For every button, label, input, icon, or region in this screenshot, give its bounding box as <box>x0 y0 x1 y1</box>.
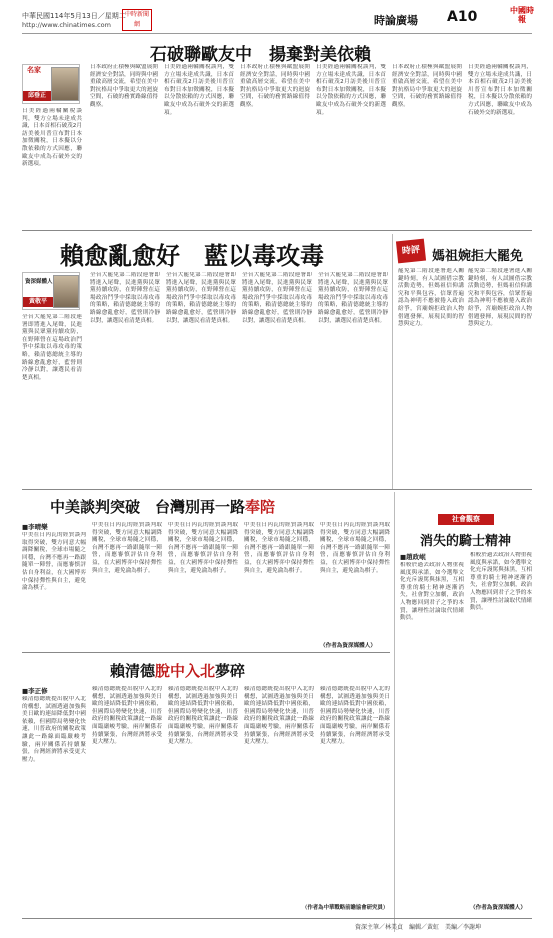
article3-headline: 媽祖婉拒大罷免 <box>432 249 524 264</box>
article1-text-2: 日本政府正積極與歐盟展開經濟安全對話，同時與中國重啟高層交流，希望在美中對抗格局中爭取更大的迴旋空間，石破的務實路線值得觀察。 <box>90 64 158 108</box>
article3-text-2: 罷免第二階段連署進入關鍵時刻，有人試圖借宗教活動造勢，但媽祖信仰講究和平與包容，信眾普遍認為神明不應被捲入政治紛爭，宮廟婉拒政治人物借題發揮，展現民間的智慧與定力。 <box>468 268 532 328</box>
column-divider <box>394 492 395 932</box>
article2-column-box <box>22 272 80 310</box>
article2-headline: 賴愈亂愈好 藍以毒攻毒 <box>60 241 324 270</box>
article5-tag-badge <box>438 514 494 525</box>
article2-column-tag: 資深媒體人 <box>25 279 53 285</box>
masthead <box>22 6 532 34</box>
article4-text-4: 中美在日內瓦的經貿談判取得突破，雙方同意大幅調降關稅，全球市場隨之回穩，台灣不應再一路跟隨單一陣營，而應審慎評估自身利益，在大國博弈中保持彈性與自主，避免淪為棋子。 <box>244 522 314 574</box>
article4-headline <box>50 496 275 517</box>
article4-headline-highlight: 奉陪 <box>245 498 276 516</box>
article3-text-1: 罷免第二階段連署進入關鍵時刻，有人試圖借宗教活動造勢，但媽祖信仰講究和平與包容，信眾普遍認為神明不應被捲入政治紛爭，宮廟婉拒政治人物借題發揮，展現民間的智慧與定力。 <box>398 268 464 328</box>
website-url[interactable]: http://www.chinatimes.com <box>22 21 111 29</box>
article1-author-photo <box>51 67 79 101</box>
chinatimes-news-logo: 中時新聞網 <box>122 9 152 31</box>
article1-text-7: 日美經過兩輪關稅談判，雙方立場未達成共識，日本首相石破茂2月訪美後川普宣布對日本加徵關稅，日本擬以分散依賴的方式因應，聯歐友中成為石破外交的新選項。 <box>468 64 532 116</box>
article6-author-name: 李正修 <box>28 687 48 695</box>
article5-author-name: 趙政岷 <box>406 553 426 561</box>
article6-author: ■李正修 <box>22 687 48 695</box>
divider <box>22 652 390 653</box>
issue-date: 中華民國114年5月13日／星期二 <box>22 12 126 20</box>
article4-headline-main: 中美談判突破 台灣別再一路 <box>50 498 246 516</box>
article3-tag-badge <box>396 239 426 264</box>
divider <box>22 489 532 490</box>
article2-text-4: 全台大罷免第二階段連署即將進入尾聲，民進黨與民眾黨持續攻防，在野陣營在這場政治鬥爭中採取以毒攻毒的策略，賴清德總統主導的路線愈亂愈好，藍營則冷靜以對，讓選民看清楚真相。 <box>242 272 312 324</box>
divider <box>22 230 532 231</box>
article1-text-1: 日美經過兩輪關稅談判，雙方立場未達成共識，日本首相石破茂2月訪美後川普宣布對日本加徵關稅，日本擬以分散依賴的方式因應，聯歐友中成為石破外交的新選項。 <box>22 108 82 168</box>
article6-text-2: 賴清德總統提出脫中入北的構想，試圖透過加強與美日歐的連結降低對中國依賴，但國際局勢變化快速，川普政府的關稅政策讓此一路線面臨嚴峻考驗，兩岸關係若持續緊張，台灣經濟將承受更大壓力。 <box>92 686 162 746</box>
article6-headline-highlight: 脫中入北 <box>155 662 216 680</box>
article2-author-photo <box>53 275 79 308</box>
article3-column-tag: 時評 <box>401 245 421 257</box>
article6-text-5: 賴清德總統提出脫中入北的構想，試圖透過加強與美日歐的連結降低對中國依賴，但國際局勢變化快速，川普政府的關稅政策讓此一路線面臨嚴峻考驗，兩岸關係若持續緊張，台灣經濟將承受更大壓力。 <box>320 686 390 746</box>
article4-text-1: 中美在日內瓦的經貿談判取得突破，雙方同意大幅調降關稅，全球市場隨之回穩，台灣不應再一路跟隨單一陣營，而應審慎評估自身利益，在大國博弈中保持彈性與自主，避免淪為棋子。 <box>22 532 86 592</box>
section-title: 時論廣場 <box>374 14 418 27</box>
article2-text-3: 全台大罷免第二階段連署即將進入尾聲，民進黨與民眾黨持續攻防，在野陣營在這場政治鬥爭中採取以毒攻毒的策略，賴清德總統主導的路線愈亂愈好，藍營則冷靜以對，讓選民看清楚真相。 <box>166 272 236 324</box>
article1-text-3: 日美經過兩輪關稅談判，雙方立場未達成共識，日本首相石破茂2月訪美後川普宣布對日本加徵關稅，日本擬以分散依賴的方式因應，聯歐友中成為石破外交的新選項。 <box>164 64 234 116</box>
article5-author: ■趙政岷 <box>400 553 426 561</box>
article1-column-box <box>22 64 80 104</box>
article1-column-tag: 名家 <box>23 65 45 75</box>
article5-text-2: 相較於過去政治人物重視風度與承諾，如今選舉文化充斥謾罵與抹黑，互相尊重的騎士精神逐漸消失，社會對立加劇，政治人物應回到君子之爭的本質，讓理性討論取代情緒動員。 <box>470 552 532 612</box>
china-times-brand-logo: 中國時報 <box>510 5 534 24</box>
article6-headline <box>110 660 245 681</box>
article1-text-4: 日本政府正積極與歐盟展開經濟安全對話，同時與中國重啟高層交流，希望在美中對抗格局中爭取更大的迴旋空間，石破的務實路線值得觀察。 <box>240 64 310 108</box>
article1-text-6: 日本政府正積極與歐盟展開經濟安全對話，同時與中國重啟高層交流，希望在美中對抗格局中爭取更大的迴旋空間，石破的務實路線值得觀察。 <box>392 64 462 108</box>
article4-footnote: （作者為資深媒體人） <box>320 643 376 649</box>
column-divider <box>392 234 393 489</box>
footer-rule <box>22 918 532 919</box>
article1-text-5: 日美經過兩輪關稅談判，雙方立場未達成共識，日本首相石破茂2月訪美後川普宣布對日本加徵關稅，日本擬以分散依賴的方式因應，聯歐友中成為石破外交的新選項。 <box>316 64 386 116</box>
article1-author-name: 邱垂正 <box>23 91 51 101</box>
article2-author-name: 黃敬平 <box>23 297 53 307</box>
article6-footnote: （作者為中華戰略前瞻協會研究員） <box>302 905 389 911</box>
article6-text-4: 賴清德總統提出脫中入北的構想，試圖透過加強與美日歐的連結降低對中國依賴，但國際局勢變化快速，川普政府的關稅政策讓此一路線面臨嚴峻考驗，兩岸關係若持續緊張，台灣經濟將承受更大壓力。 <box>244 686 314 746</box>
article2-text-5: 全台大罷免第二階段連署即將進入尾聲，民進黨與民眾黨持續攻防，在野陣營在這場政治鬥爭中採取以毒攻毒的策略，賴清德總統主導的路線愈亂愈好，藍營則冷靜以對，讓選民看清楚真相。 <box>318 272 388 324</box>
article4-text-5: 中美在日內瓦的經貿談判取得突破，雙方同意大幅調降關稅，全球市場隨之回穩，台灣不應再一路跟隨單一陣營，而應審慎評估自身利益，在大國博弈中保持彈性與自主，避免淪為棋子。 <box>320 522 390 574</box>
page-number: A10 <box>447 9 478 25</box>
editor-credits: 資深主筆／林美貞 編輯／黃虹 美編／李謝坤 <box>355 924 482 931</box>
article4-author-name: 李晴樂 <box>28 523 48 531</box>
article5-text-1: 相較於過去政治人物重視風度與承諾，如今選舉文化充斥謾罵與抹黑，互相尊重的騎士精神逐漸消失，社會對立加劇，政治人物應回到君子之爭的本質，讓理性討論取代情緒動員。 <box>400 562 464 622</box>
article4-author: ■李晴樂 <box>22 523 48 531</box>
article6-headline-start: 賴清德 <box>110 662 156 680</box>
article6-text-3: 賴清德總統提出脫中入北的構想，試圖透過加強與美日歐的連結降低對中國依賴，但國際局勢變化快速，川普政府的關稅政策讓此一路線面臨嚴峻考驗，兩岸關係若持續緊張，台灣經濟將承受更大壓力。 <box>168 686 238 746</box>
article1-headline: 石破聯歐友中 揚棄對美依賴 <box>150 45 371 65</box>
article4-text-2: 中美在日內瓦的經貿談判取得突破，雙方同意大幅調降關稅，全球市場隨之回穩，台灣不應再一路跟隨單一陣營，而應審慎評估自身利益，在大國博弈中保持彈性與自主，避免淪為棋子。 <box>92 522 162 574</box>
article5-footnote: （作者為資深媒體人） <box>470 905 526 911</box>
article4-text-3: 中美在日內瓦的經貿談判取得突破，雙方同意大幅調降關稅，全球市場隨之回穩，台灣不應再一路跟隨單一陣營，而應審慎評估自身利益，在大國博弈中保持彈性與自主，避免淪為棋子。 <box>168 522 238 574</box>
article2-text-1: 全台大罷免第二階段連署即將進入尾聲，民進黨與民眾黨持續攻防，在野陣營在這場政治鬥爭中採取以毒攻毒的策略，賴清德總統主導的路線愈亂愈好，藍營則冷靜以對，讓選民看清楚真相。 <box>22 314 82 381</box>
article5-column-tag: 社會觀察 <box>452 515 480 523</box>
article2-text-2: 全台大罷免第二階段連署即將進入尾聲，民進黨與民眾黨持續攻防，在野陣營在這場政治鬥爭中採取以毒攻毒的策略，賴清德總統主導的路線愈亂愈好，藍營則冷靜以對，讓選民看清楚真相。 <box>90 272 160 324</box>
article6-headline-end: 夢碎 <box>215 662 246 680</box>
article6-text-1: 賴清德總統提出脫中入北的構想，試圖透過加強與美日歐的連結降低對中國依賴，但國際局勢變化快速，川普政府的關稅政策讓此一路線面臨嚴峻考驗，兩岸關係若持續緊張，台灣經濟將承受更大壓力。 <box>22 696 86 763</box>
article5-headline: 消失的騎士精神 <box>420 534 512 549</box>
